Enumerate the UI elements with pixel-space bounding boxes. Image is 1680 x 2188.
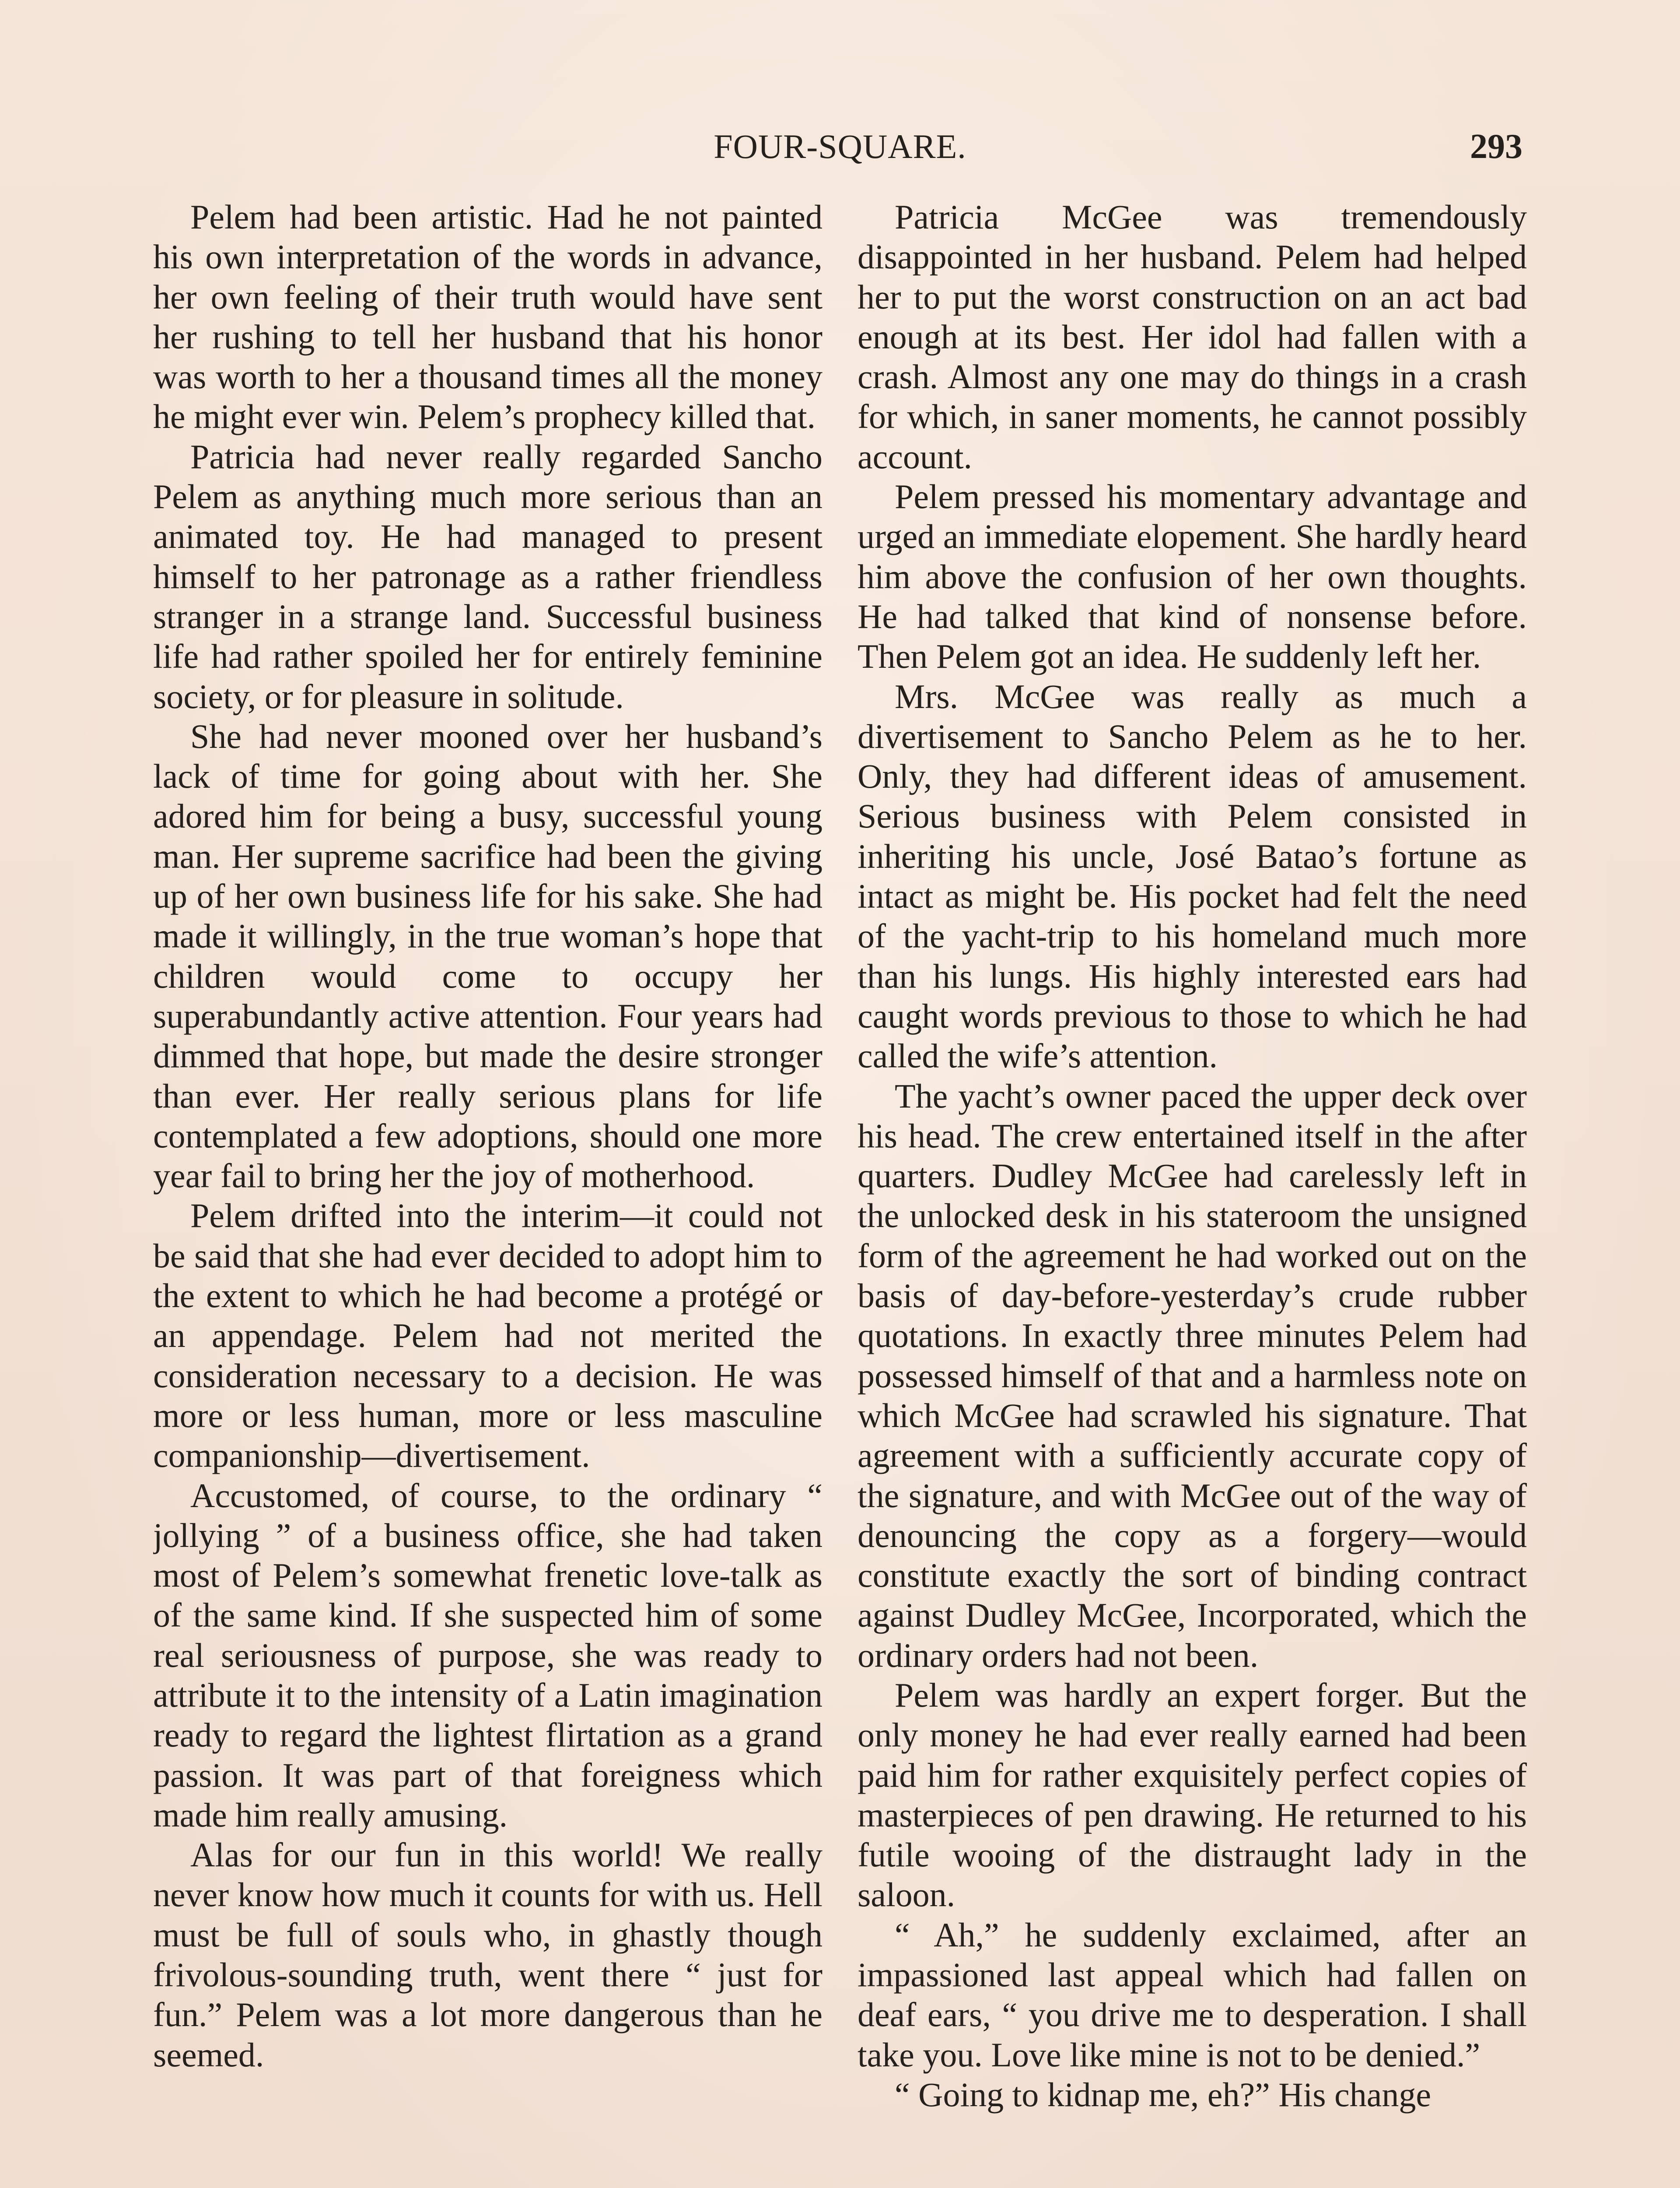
- left-column: [153, 197, 822, 2188]
- paragraph: Alas for our fun in this world! We really never know how much it counts for with us. Hell must be full of souls who, in ghastly though frivolous-sounding truth, went there “ just for fun.” Pelem was a lot more dangerous than he seemed.: [153, 1836, 822, 2074]
- paragraph: Pelem had been artistic. Had he not painted his own interpretation of the words in advance, her own feeling of their truth would have sent her rushing to tell her husband that his honor was worth to her a thousand times all the money he might ever win. Pelem’s prophecy killed that.: [153, 198, 822, 436]
- paragraph: The yacht’s owner paced the upper deck over his head. The crew entertained itself in the after quarters. Dudley McGee had carelessly left in the unlocked desk in his stateroom the unsigned form of the agreement he had worked out on the basis of day-before-yesterday’s crude rubber quotations. In exactly three minutes Pelem had possessed himself of that and a harmless note on which McGee had scrawled his signature. That agreement with a sufficiently accurate copy of the signature, and with McGee out of the way of denouncing the copy as a forgery—would constitute exactly the sort of binding contract against Dudley McGee, Incorporated, which the ordinary orders had not been.: [858, 1076, 1527, 1674]
- running-head: FOUR-SQUARE.: [714, 127, 966, 165]
- paragraph: Patricia had never really regarded Sancho Pelem as anything much more serious than an animated toy. He had managed to present himself to her patronage as a rather friendless stranger in a strange land. Successful business life had rather spoiled her for entirely feminine society, or for pleasure in solitude.: [153, 437, 822, 715]
- paragraph: She had never mooned over her husband’s lack of time for going about with her. She adored him for being a busy, successful young man. Her supreme sacrifice had been the giving up of her own business life for his sake. She had made it willingly, in the true woman’s hope that children would come to occupy her superabundantly active attention. Four years had dimmed that hope, but made the desire stronger than ever. Her really serious plans for life contemplated a few adoptions, should one more year fail to bring her the joy of motherhood.: [153, 717, 822, 1195]
- paragraph: Accustomed, of course, to the ordinary “ jollying ” of a business office, she had taken most of Pelem’s somewhat frenetic love-talk as of the same kind. If she suspected him of some real seriousness of purpose, she was ready to attribute it to the intensity of a Latin imagination ready to regard the lightest flirtation as a grand passion. It was part of that foreigness which made him really amusing.: [153, 1476, 822, 1834]
- paragraph: Pelem pressed his momentary advantage and urged an immediate elopement. She hardly heard him above the confusion of her own thoughts. He had talked that kind of nonsense before. Then Pelem got an idea. He suddenly left her.: [858, 477, 1527, 676]
- right-column: [858, 197, 1527, 2188]
- page-number: 293: [1470, 127, 1522, 166]
- page-header: [158, 127, 1522, 175]
- paragraph: “ Going to kidnap me, eh?” His change: [895, 2075, 1431, 2114]
- paragraph: Patricia McGee was tremendously disappointed in her husband. Pelem had helped her to put the worst construction on an act bad enough at its best. Her idol had fallen with a crash. Almost any one may do things in a crash for which, in saner moments, he cannot possibly account.: [858, 198, 1527, 476]
- body-columns: [153, 197, 1527, 2188]
- paragraph: Pelem drifted into the interim—it could not be said that she had ever decided to adopt him to the extent to which he had become a protégé or an appendage. Pelem had not merited the consideration necessary to a decision. He was more or less human, more or less masculine companionship—divertisement.: [153, 1196, 822, 1475]
- paragraph: Pelem was hardly an expert forger. But the only money he had ever really earned had been paid him for rather exquisitely perfect copies of masterpieces of pen drawing. He returned to his futile wooing of the distraught lady in the saloon.: [858, 1676, 1527, 1914]
- paragraph: “ Ah,” he suddenly exclaimed, after an impassioned last appeal which had fallen on deaf ears, “ you drive me to desperation. I shall take you. Love like mine is not to be denied.”: [858, 1915, 1527, 2074]
- paragraph: Mrs. McGee was really as much a divertisement to Sancho Pelem as he to her. Only, they had different ideas of amusement. Serious business with Pelem consisted in inheriting his uncle, José Batao’s fortune as intact as might be. His pocket had felt the need of the yacht-trip to his homeland much more than his lungs. His highly interested ears had caught words previous to those to which he had called the wife’s attention.: [858, 677, 1527, 1075]
